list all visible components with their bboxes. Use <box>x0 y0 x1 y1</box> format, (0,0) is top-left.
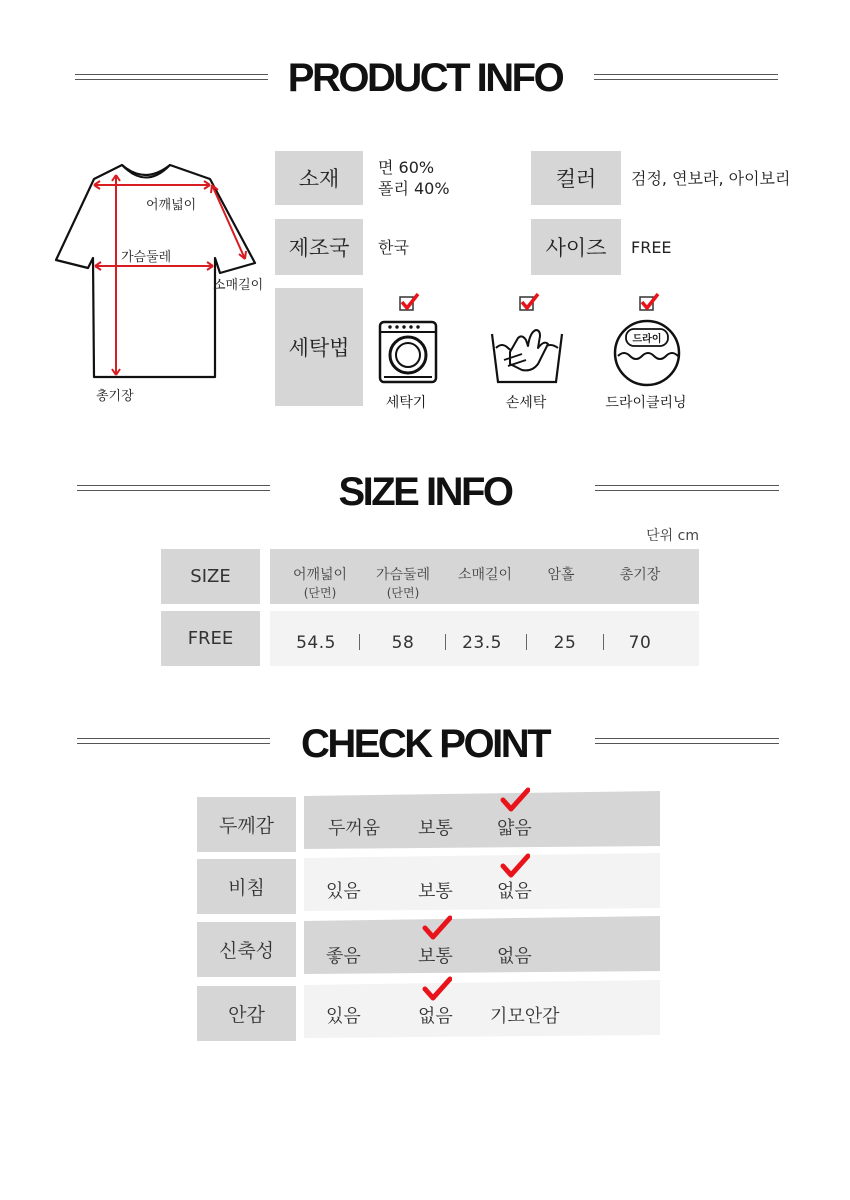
care-name: 손세탁 <box>505 395 547 411</box>
size-col-header: 어깨넓이 (단면) <box>292 567 348 600</box>
washing-machine-icon <box>378 320 438 384</box>
cell-separator <box>359 634 360 650</box>
size-col-header: 암홀 <box>547 567 575 583</box>
check-row-label: 신축성 <box>197 922 296 977</box>
size-value-cell: 54.5 <box>296 633 336 653</box>
product-info-title: PRODUCT INFO <box>287 56 563 100</box>
size-value: FREE <box>631 238 672 257</box>
care-item-dry-clean <box>586 292 706 417</box>
size-info-title: SIZE INFO <box>338 470 512 514</box>
material-value-2: 폴리 40% <box>378 179 450 198</box>
dry-clean-badge-text: 드라이 <box>632 334 662 345</box>
check-option: 얇음 <box>497 818 532 839</box>
check-option: 있음 <box>326 881 361 902</box>
diagram-label-shoulder: 어깨넓이 <box>146 198 197 213</box>
checkbox-checked-icon <box>638 292 660 314</box>
dry-clean-icon <box>612 318 682 388</box>
check-row-label: 비침 <box>197 859 296 914</box>
check-row-label: 두께감 <box>197 797 296 852</box>
origin-label: 제조국 <box>275 219 363 275</box>
color-value: 검정, 연보라, 아이보리 <box>631 169 791 188</box>
color-label: 컬러 <box>531 151 621 205</box>
size-table-head-label: SIZE <box>161 549 260 604</box>
size-value-cell: 70 <box>628 633 652 653</box>
check-option: 두꺼움 <box>328 818 381 839</box>
red-check-icon <box>422 915 452 941</box>
check-point-title: CHECK POINT <box>300 722 550 766</box>
diagram-label-chest: 가슴둘레 <box>121 250 172 265</box>
checkbox-checked-icon <box>518 292 540 314</box>
size-col-header: 소매길이 <box>457 567 513 583</box>
diagram-label-length: 총기장 <box>96 389 134 404</box>
check-option: 기모안감 <box>490 1006 560 1027</box>
red-check-icon <box>500 853 530 879</box>
diagram-label-sleeve: 소매길이 <box>213 278 264 293</box>
origin-value: 한국 <box>378 238 409 257</box>
check-option: 없음 <box>497 881 532 902</box>
wash-label: 세탁법 <box>275 288 363 406</box>
checkbox-checked-icon <box>398 292 420 314</box>
care-item-hand-wash <box>466 292 586 417</box>
check-row-label: 안감 <box>197 986 296 1041</box>
care-name: 드라이클리닝 <box>605 395 687 411</box>
size-label: 사이즈 <box>531 219 621 275</box>
check-option: 없음 <box>418 1006 453 1027</box>
size-value-cell: 58 <box>391 633 415 653</box>
check-option: 보통 <box>418 946 453 967</box>
size-value-cell: 25 <box>553 633 577 653</box>
care-item-washer <box>346 292 466 417</box>
hand-wash-icon <box>488 324 566 386</box>
material-value-1: 면 60% <box>378 158 435 177</box>
size-col-header: 가슴둘레 (단면) <box>375 567 431 600</box>
unit-text: 단위 cm <box>646 528 699 544</box>
size-col-header: 총기장 <box>619 567 661 583</box>
red-check-icon <box>500 787 530 813</box>
care-name: 세탁기 <box>385 395 427 411</box>
check-option: 보통 <box>418 818 453 839</box>
check-option: 좋음 <box>326 946 361 967</box>
size-value-cell: 23.5 <box>462 633 502 653</box>
check-option: 없음 <box>497 946 532 967</box>
check-option: 있음 <box>326 1006 361 1027</box>
check-option: 보통 <box>418 881 453 902</box>
red-check-icon <box>422 976 452 1002</box>
size-table-row-label: FREE <box>161 611 260 666</box>
material-label: 소재 <box>275 151 363 205</box>
